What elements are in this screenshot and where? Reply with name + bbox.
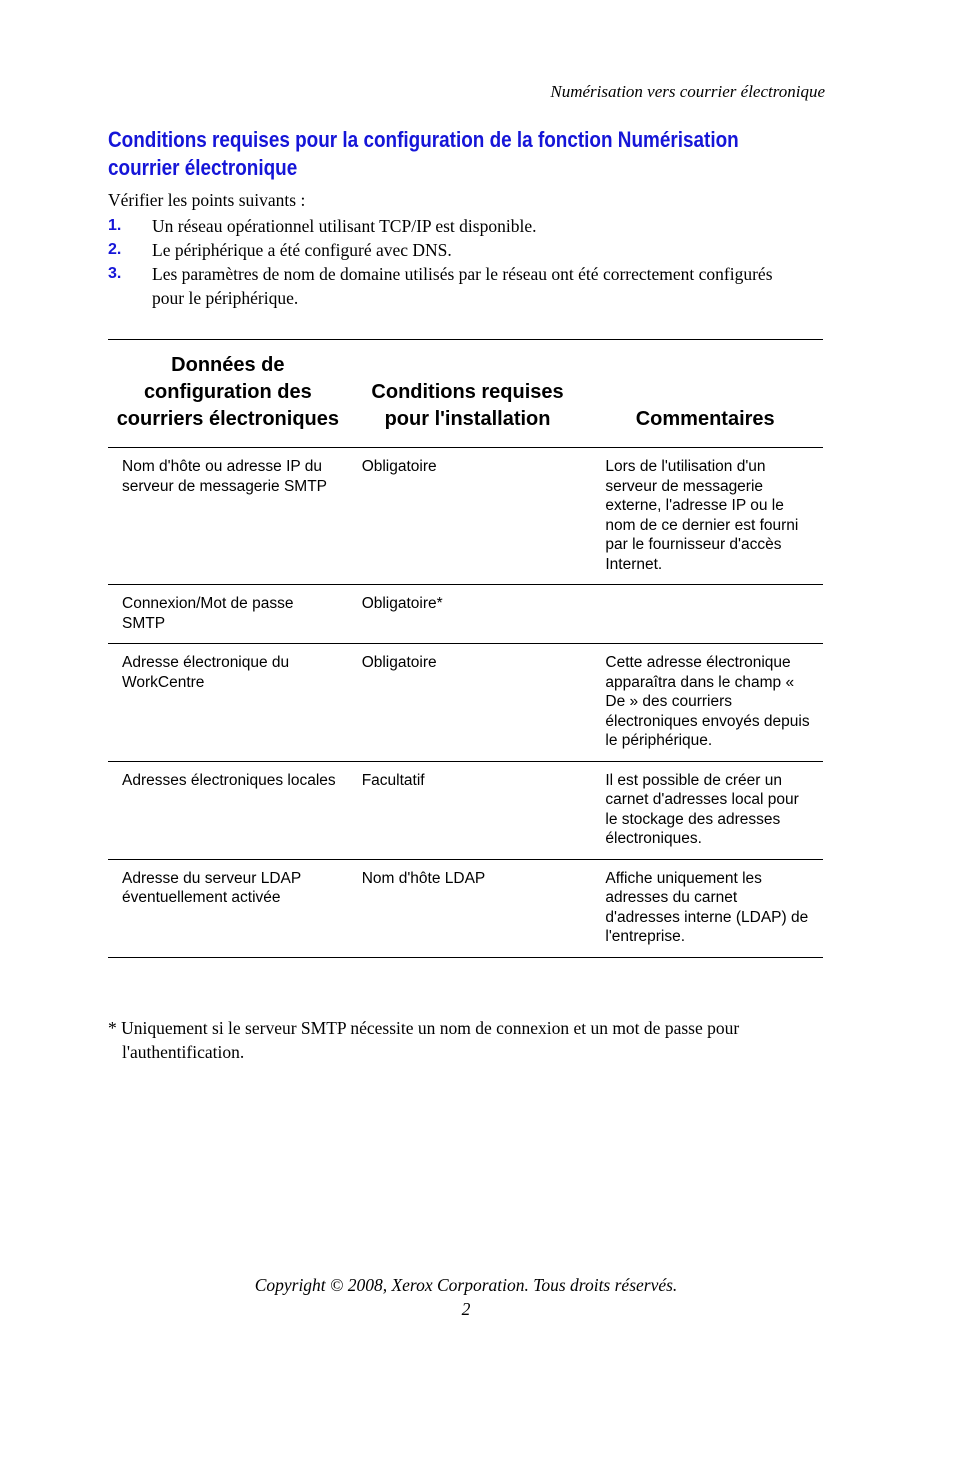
table-cell: Il est possible de créer un carnet d'adresses local pour le stockage des adresses électroniques. <box>605 771 799 847</box>
step-number: 3. <box>108 265 122 282</box>
column-header-comments: Commentaires <box>635 408 775 430</box>
table-row <box>108 448 823 585</box>
table-cell: Obligatoire* <box>361 595 443 612</box>
step-number: 1. <box>108 217 122 234</box>
step-text: Un réseau opérationnel utilisant TCP/IP est disponible. <box>152 216 537 236</box>
page-number: 2 <box>461 1299 471 1319</box>
list-item <box>108 214 828 238</box>
step-text: Le périphérique a été configuré avec DNS. <box>152 240 452 260</box>
table-cell: Facultatif <box>361 771 425 789</box>
footer-copyright: Copyright © 2008, Xerox Corporation. Tous droits réservés. <box>254 1275 678 1295</box>
table-row <box>108 585 823 644</box>
list-item <box>108 262 828 310</box>
table-cell: Connexion/Mot de passe SMTP <box>122 595 294 632</box>
intro-text: Vérifier les points suivants : <box>108 190 306 210</box>
table-header-row <box>108 340 823 448</box>
column-header-config-data: Données de configuration des courriers électroniques <box>116 354 339 430</box>
table-cell: Adresse électronique du WorkCentre <box>122 654 290 691</box>
table-cell: Nom d'hôte ou adresse IP du serveur de messagerie SMTP <box>122 458 328 495</box>
list-item <box>108 238 828 262</box>
table-row <box>108 859 823 957</box>
table-cell: Adresse du serveur LDAP éventuellement activée <box>122 869 301 906</box>
footnote: * Uniquement si le serveur SMTP nécessite un nom de connexion et un mot de passe pour l'authentification. <box>108 1018 740 1062</box>
column-header-requirements: Conditions requises pour l'installation <box>371 381 564 430</box>
table-cell: Obligatoire <box>361 654 437 671</box>
table-cell: Obligatoire <box>361 458 437 475</box>
running-header: Numérisation vers courrier électronique <box>550 82 825 101</box>
table-cell: Nom d'hôte LDAP <box>361 869 486 887</box>
table-cell: Adresses électroniques locales <box>122 771 336 789</box>
table-row <box>108 644 823 762</box>
table-cell: Lors de l'utilisation d'un serveur de messagerie externe, l'adresse IP ou le nom de ce dernier est fourni par le fournisseur d'accès Internet. <box>605 458 799 573</box>
table-cell <box>587 585 823 644</box>
table-cell: Cette adresse électronique apparaîtra dans le champ « De » des courriers électroniques envoyés depuis le périphérique. <box>605 654 810 749</box>
table-row <box>108 761 823 859</box>
table-cell: Affiche uniquement les adresses du carnet d'adresses interne (LDAP) de l'entreprise. <box>605 869 809 945</box>
requirements-list <box>108 214 828 310</box>
section-title: Conditions requises pour la configuration de la fonction Numérisation courrier électronique <box>108 127 739 180</box>
step-text: Les paramètres de nom de domaine utilisés par le réseau ont été correctement configurés pour le périphérique. <box>152 264 773 308</box>
step-number: 2. <box>108 241 122 258</box>
requirements-table <box>108 339 823 958</box>
